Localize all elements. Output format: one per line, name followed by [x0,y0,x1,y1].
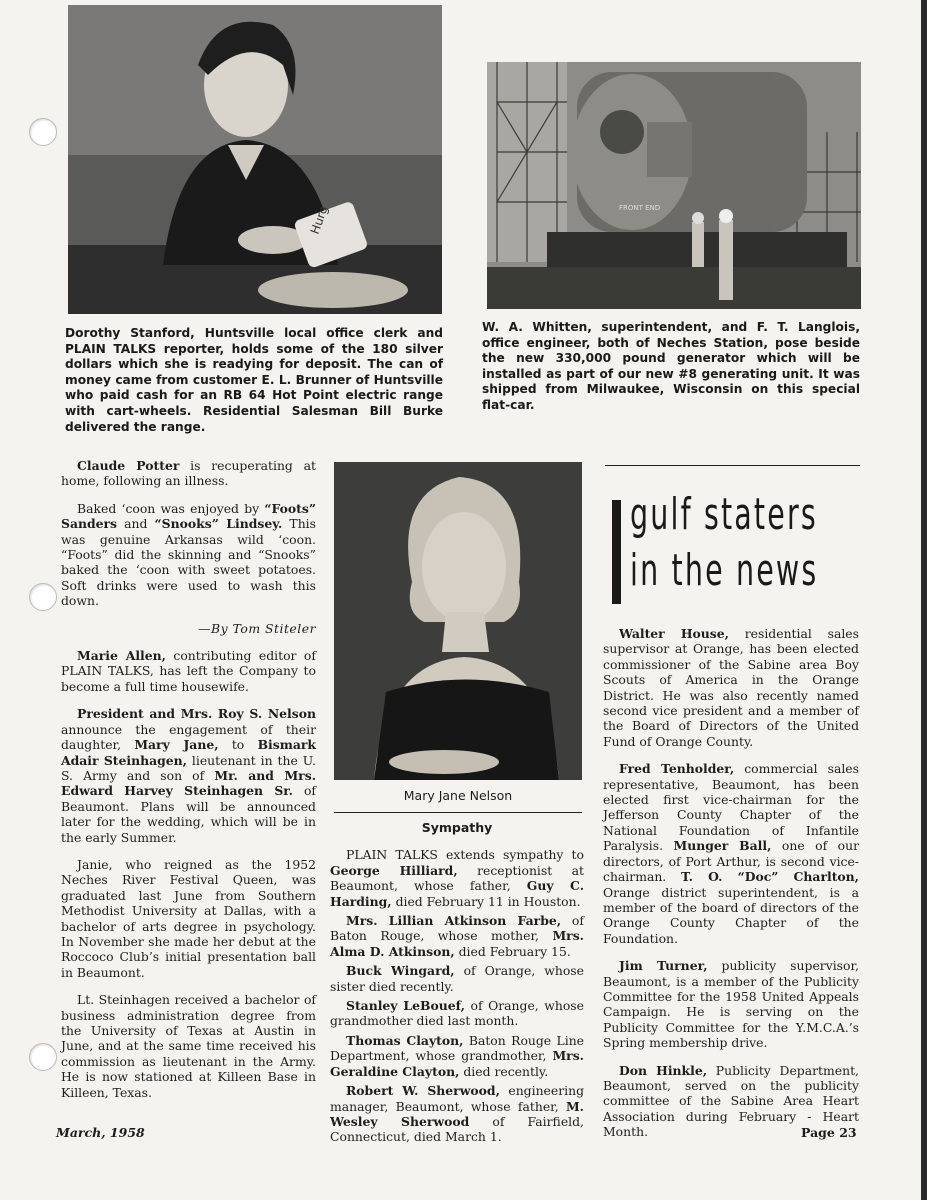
paragraph-marie-allen [61,648,316,694]
text: to [218,737,258,753]
punch-hole-middle [29,583,57,611]
name-mary-jane: Mary Jane, [134,737,219,753]
masthead-top-rule [605,465,860,466]
name: Munger Ball, [673,838,772,854]
text: died February 15. [454,943,571,959]
punch-hole-top [29,118,57,146]
sympathy-entry [330,963,584,994]
text: Baked ‘coon was enjoyed by [77,500,265,516]
caption-generator: W. A. Whitten, superintendent, and F. T. Langlois, office engineer, both of Neches Station, pose beside the new 330,000 pound generator which will be installed as part of our new #8 generating unit. It was shipped from Milwaukee, Wisconsin on this special flat-car. [482,320,860,412]
caption-dorothy: Dorothy Stanford, Huntsville local office clerk and PLAIN TALKS reporter, holds some of the 180 silver dollars which she is readying for deposit. The can of money came from customer E. L. Brunner of Huntsville who paid cash for an RB 64 Hot Point electric range with cart-wheels. Residential Salesman Bill Burke delivered the range. [65,326,443,434]
text: and [117,516,155,532]
name: Fred Tenholder, [619,761,735,777]
paragraph-coon [61,501,316,609]
name: Jim Turner, [619,958,708,974]
name-steinhagen-parents: Mr. and Mrs. Edward Harvey Steinhagen Sr. [61,767,317,799]
text: receptionist at Beaumont, whose father, [330,862,585,894]
paragraph-potter [61,458,316,489]
name-steinhagen: Bismark Adair Steinhagen, [61,737,316,768]
text-potter: is recuperating at home, following an illness. [61,458,316,489]
masthead-bar [612,500,621,604]
name: Guy C. Harding, [330,878,585,909]
text: PLAIN TALKS extends sympathy to [346,847,584,863]
name-foots-sanders: “Foots” Sanders [61,500,316,532]
masthead-line-1: gulf staters [630,489,818,540]
text: Orange district superintendent, is a member of the board of directors of the Orange County Chapter of the Foundation. [603,884,859,946]
can-label: Hurg [307,204,331,237]
name: T. O. “Doc” Charlton, [681,869,859,885]
paragraph-janie: Janie, who reigned as the 1952 Neches River Festival Queen, was graduated last June from Southern Methodist University at Dallas, with a bachelor of arts degree in psychology. In November she made her debut at the Roccoco Club’s initial presentation ball in Beaumont. [61,856,316,980]
news-column [603,626,859,1152]
byline: —By Tom Stiteler [198,620,316,636]
name: Robert W. Sherwood, [346,1083,500,1099]
text: residential sales supervisor at Orange, has been elected commissioner of the Sabine area Boy Scouts of America in the Orange District. He was also recently named second vice president and a member of the Board of Directors of the United Fund of Orange County. [603,626,859,749]
divider-rule [334,812,582,813]
text: announce the engagement of their daughter, [61,721,316,753]
photo-dorothy-stanford [68,5,442,314]
text: Publicity Department, Beaumont, served on the publicity committee of the Sabine Area Heart Association during February - Heart Month. [603,1062,859,1140]
portrait-caption: Mary Jane Nelson [403,788,513,803]
name: Thomas Clayton, [346,1032,464,1048]
sympathy-column [330,820,584,1149]
sympathy-entry [330,847,584,909]
photo-generator [487,62,861,309]
news-masthead [612,490,852,610]
name: George Hilliard, [330,862,458,878]
punch-hole-bottom [29,1043,57,1071]
text: This was genuine Arkansas wild ‘coon. “Foots” did the skinning and “Snooks” baked the ‘coon with sweet potatoes. Soft drinks were used to wash this down. [61,516,316,609]
left-column [61,458,316,1112]
name: Buck Wingard, [346,963,455,979]
name-claude-potter: Claude Potter [77,458,180,473]
sympathy-entry [330,1083,584,1145]
sympathy-entry [330,1033,584,1079]
text: of Baton Rouge, whose mother, [330,913,584,944]
front-end-label: FRONT END [619,204,661,212]
text: publicity supervisor, Beaumont, is a member of the Publicity Committee for the 1958 United Appeals Campaign. He is serving on the Publicity Committee for the Y.M.C.A.’s Spring membership drive. [603,958,859,1051]
sympathy-entry [330,998,584,1029]
name: M. Wesley Sherwood [330,1098,584,1129]
text: lieutenant in the U. S. Army and son of [61,752,316,783]
sympathy-heading: Sympathy [421,820,493,835]
text: Baton Rouge Line Department, whose grandmother, [330,1032,585,1064]
name: Stanley LeBouef, [346,998,465,1014]
text: commercial sales representative, Beaumont, has been elected first vice-chairman for the Jefferson County Chapter of the National Foundation of Infantile Paralysis. [603,761,859,854]
photo-mary-jane-nelson [334,462,582,780]
paragraph-engagement [61,706,316,845]
name-nelsons: President and Mrs. Roy S. Nelson [77,706,316,722]
text: engineering manager, Beaumont, whose father, [330,1083,585,1114]
text: of Beaumont. Plans will be announced later for the wedding, which will be in the early Summer. [61,783,316,845]
name: Walter House, [619,626,729,641]
text: of Orange, whose grandmother died last month. [330,998,584,1029]
name: Mrs. Alma D. Atkinson, [330,928,584,959]
masthead-line-2: in the news [630,545,819,596]
news-item-jim-turner [603,958,859,1050]
text: one of our directors, of Port Arthur, is second vice-chairman. [603,838,860,885]
footer-page-number: Page 23 [801,1125,857,1140]
text: died recently. [459,1063,549,1079]
text: contributing editor of PLAIN TALKS, has left the Company to become a full time housewife. [61,648,316,694]
text: of Orange, whose sister died recently. [330,963,584,994]
name: Mrs. Geraldine Clayton, [330,1048,584,1079]
sympathy-entry [330,913,584,959]
news-item-walter-house [603,626,859,749]
text: died February 11 in Houston. [391,893,581,909]
page-edge [921,0,927,1200]
news-item-fred-tenholder [603,761,859,946]
name-marie-allen: Marie Allen, [77,648,166,664]
text: of Fairfield, Connecticut, died March 1. [330,1113,584,1145]
name-snooks-lindsey: “Snooks” Lindsey. [154,516,283,532]
name: Don Hinkle, [619,1062,708,1078]
name: Mrs. Lillian Atkinson Farbe, [346,913,562,929]
paragraph-lt-steinhagen: Lt. Steinhagen received a bachelor of business administration degree from the University of Texas at Austin in June, and at the same time received his commission as lieutenant in the Army. He is now stationed at Killeen Base in Killeen, Texas. [61,992,316,1100]
footer-date: March, 1958 [56,1125,145,1140]
